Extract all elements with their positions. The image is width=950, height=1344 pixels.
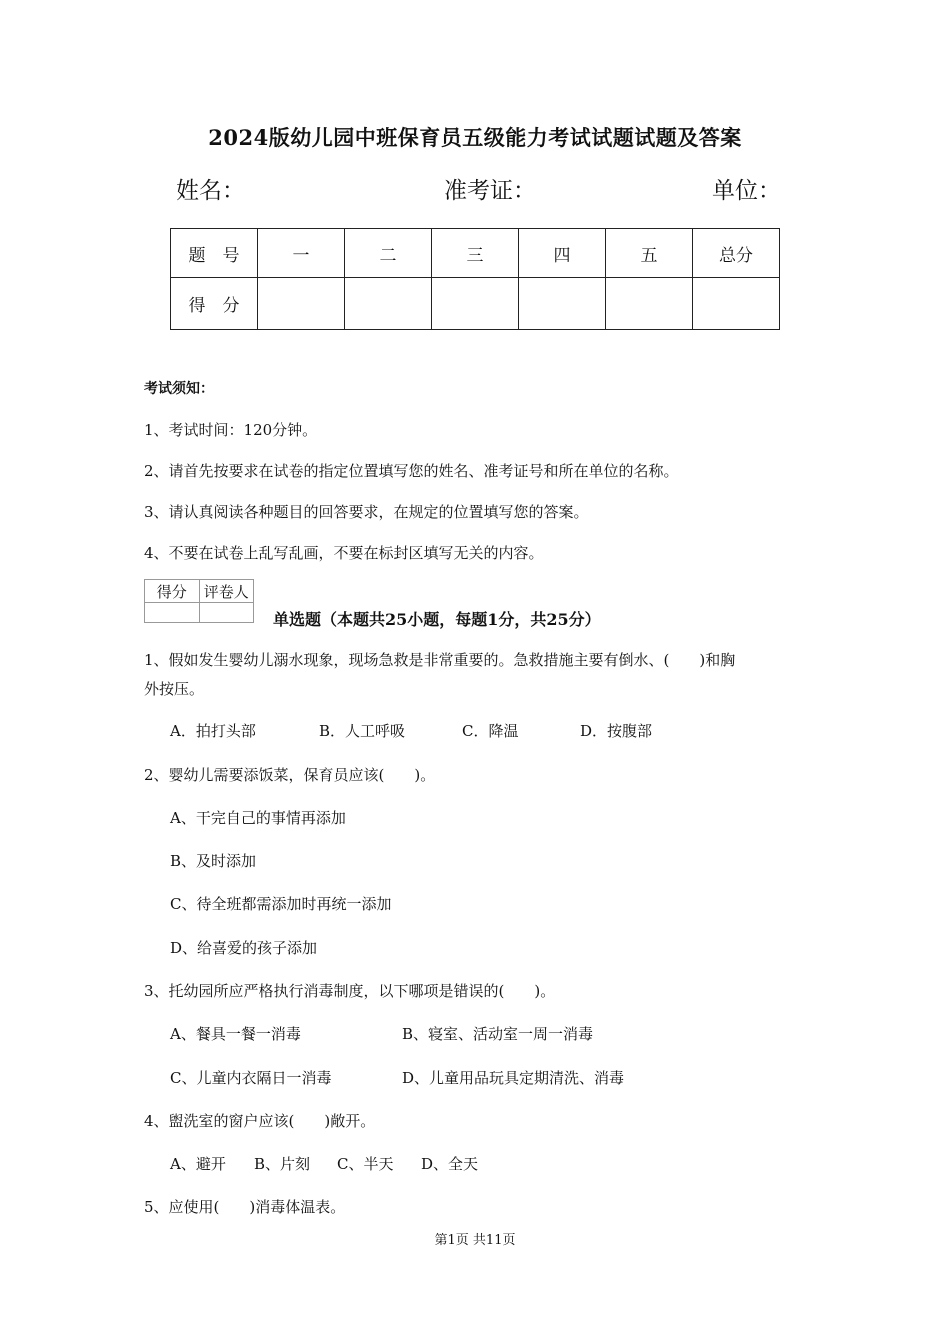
option: C、儿童内衣隔日一消毒 [170, 1069, 332, 1087]
question-stem: 3、托幼园所应严格执行消毒制度，以下哪项是错误的( )。 [144, 982, 556, 1000]
score-cell [432, 278, 519, 330]
score-cell: 二 [345, 229, 432, 278]
score-cell: 三 [432, 229, 519, 278]
option: D、全天 [421, 1155, 479, 1173]
score-cell: 总分 [693, 229, 780, 278]
exam-id-field-label: 准考证： [444, 178, 536, 204]
question-stem: 5、应使用( )消毒体温表。 [144, 1198, 346, 1216]
option: C．降温 [462, 722, 519, 740]
option: D、儿童用品玩具定期清洗、消毒 [402, 1069, 625, 1087]
question-stem: 1、假如发生婴幼儿溺水现象，现场急救是非常重要的。急救措施主要有倒水、( )和胸 [144, 651, 736, 669]
notice-item: 2、请首先按要求在试卷的指定位置填写您的姓名、准考证号和所在单位的名称。 [144, 462, 679, 480]
grader-reviewer-cell [199, 603, 254, 623]
score-cell [693, 278, 780, 330]
score-cell: 四 [519, 229, 606, 278]
score-cell [606, 278, 693, 330]
score-cell: 五 [606, 229, 693, 278]
notice-item: 1、考试时间：120分钟。 [144, 421, 318, 439]
notice-item: 4、不要在试卷上乱写乱画，不要在标封区填写无关的内容。 [144, 544, 544, 562]
grader-reviewer-label: 评卷人 [199, 580, 254, 603]
section-heading: 单选题（本题共25小题，每题1分，共25分） [273, 610, 601, 629]
score-table-header-row [171, 229, 780, 278]
score-table [170, 228, 780, 330]
page-footer: 第1页 共11页 [434, 1233, 516, 1248]
option: C、待全班都需添加时再统一添加 [170, 895, 392, 913]
option: D．按腹部 [580, 722, 653, 740]
option: B、寝室、活动室一周一消毒 [402, 1025, 594, 1043]
option: A、避开 [170, 1155, 226, 1173]
option: B．人工呼吸 [319, 722, 406, 740]
grader-score-cell [145, 603, 200, 623]
name-field-label: 姓名： [176, 178, 245, 204]
grader-score-label: 得分 [145, 580, 200, 603]
score-cell: 得 分 [171, 278, 258, 330]
option: D、给喜爱的孩子添加 [170, 939, 318, 957]
question-stem: 4、盥洗室的窗户应该( )敞开。 [144, 1112, 376, 1130]
question-stem-continued: 外按压。 [144, 680, 205, 698]
score-cell [345, 278, 432, 330]
option: A、餐具一餐一消毒 [170, 1025, 301, 1043]
option: B、及时添加 [170, 852, 257, 870]
grader-box [144, 579, 254, 623]
option: A．拍打头部 [170, 722, 256, 740]
notice-item: 3、请认真阅读各种题目的回答要求，在规定的位置填写您的答案。 [144, 503, 589, 521]
notice-heading: 考试须知： [144, 381, 214, 397]
option: B、片刻 [254, 1155, 311, 1173]
option: C、半天 [337, 1155, 394, 1173]
document-title: 2024版幼儿园中班保育员五级能力考试试题试题及答案 [208, 125, 742, 150]
score-cell: 一 [258, 229, 345, 278]
score-cell [519, 278, 606, 330]
option: A、干完自己的事情再添加 [170, 809, 346, 827]
score-cell: 题 号 [171, 229, 258, 278]
question-stem: 2、婴幼儿需要添饭菜，保育员应该( )。 [144, 766, 436, 784]
score-cell [258, 278, 345, 330]
score-table-score-row [171, 278, 780, 330]
unit-field-label: 单位： [712, 178, 781, 204]
